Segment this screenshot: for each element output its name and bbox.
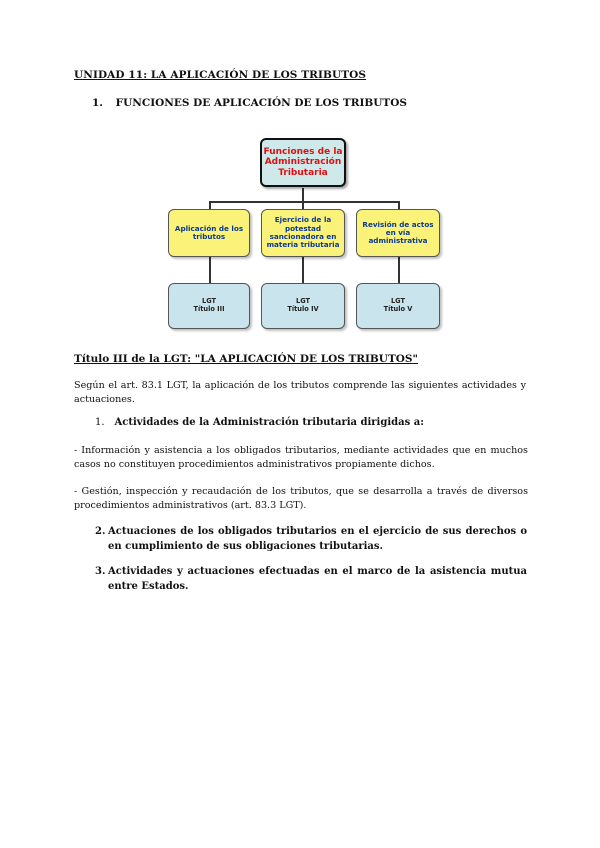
list-item-1-label: Actividades de la Administración tributaria dirigidas a: — [114, 417, 424, 428]
list-item-1-number: 1. — [95, 417, 105, 428]
bullet-gestion: - Gestión, inspección y recaudación de los tributos, que se desarrolla a través de diversos procedimientos administrativos (art. 83.3 LGT). — [74, 486, 528, 511]
list-item-3-number: 3. — [95, 566, 106, 577]
function-box-revision: Revisión de actos en vía administrativa — [356, 209, 440, 257]
diagram-root-box: Funciones de la Administración Tributaria — [260, 138, 346, 187]
ref-box-titulo-v: LGT Título V — [356, 283, 440, 329]
ref-box-titulo-iv: LGT Título IV — [261, 283, 345, 329]
list-item-1 — [95, 417, 424, 428]
list-item-2-number: 2. — [95, 526, 106, 537]
section-number: 1. — [92, 97, 103, 109]
page-title: UNIDAD 11: LA APLICACIÓN DE LOS TRIBUTOS — [74, 69, 367, 81]
ref-box-titulo-iii: LGT Título III — [168, 283, 250, 329]
function-box-aplicacion: Aplicación de los tributos — [168, 209, 250, 257]
list-item-2-label: Actuaciones de los obligados tributarios en el ejercicio de sus derechos o en cumplimiento de sus obligaciones tributarias. — [108, 526, 527, 552]
list-item-3-label: Actividades y actuaciones efectuadas en el marco de la asistencia mutua entre Estados. — [108, 566, 527, 592]
section-label: FUNCIONES DE APLICACIÓN DE LOS TRIBUTOS — [115, 97, 407, 109]
list-item-3 — [95, 564, 527, 594]
bullet-informacion: - Información y asistencia a los obligados tributarios, mediante actividades que en muchos casos no constituyen procedimientos administrativos propiamente dichos. — [74, 445, 528, 470]
titulo-iii-heading: Título III de la LGT: "LA APLICACIÓN DE LOS TRIBUTOS" — [74, 353, 418, 365]
function-box-sancionadora: Ejercicio de la potestad sancionadora en materia tributaria — [261, 209, 345, 257]
section-heading — [92, 97, 407, 109]
intro-paragraph: Según el art. 83.1 LGT, la aplicación de los tributos comprende las siguientes actividades y actuaciones. — [74, 380, 526, 405]
list-item-2 — [95, 524, 527, 554]
